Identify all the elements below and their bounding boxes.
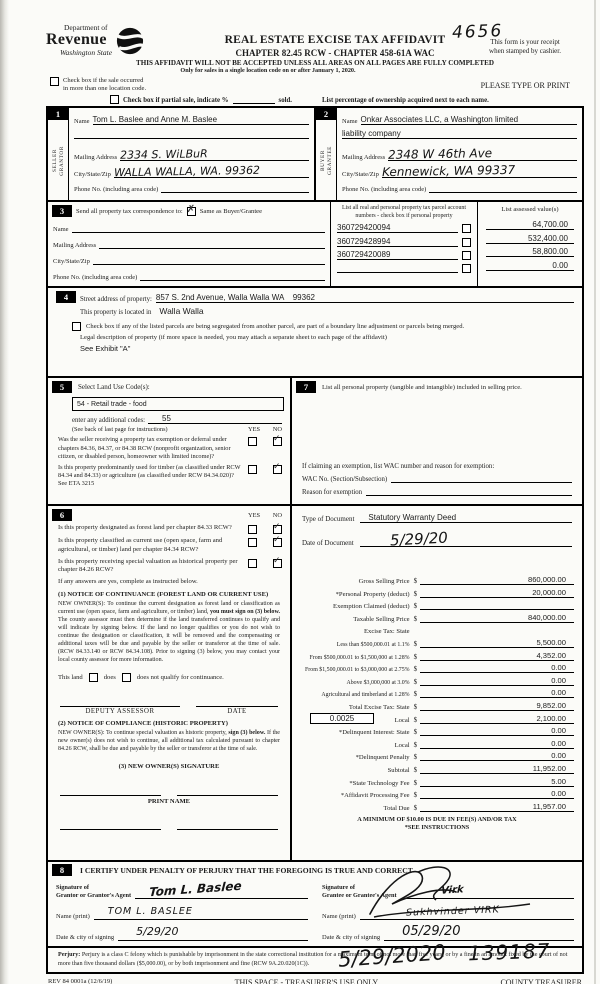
grantor-signature-block <box>56 878 308 941</box>
gross-selling-price-value[interactable]: 860,000.00 <box>420 575 574 585</box>
delinquent-interest-local-label: Local <box>394 741 410 749</box>
washington-state-label: Washington State <box>60 47 113 57</box>
state-technology-fee-value[interactable]: 5.00 <box>420 777 574 787</box>
seller-section <box>48 108 314 200</box>
yes-no-header: YES NO <box>248 511 282 519</box>
reason-exemption-label: Reason for exemption <box>302 489 363 497</box>
assessor-date-line[interactable] <box>196 696 278 707</box>
parcel-row <box>337 223 471 233</box>
land-use-title: Select Land Use Code(s): <box>78 383 150 392</box>
partial-sale-sold-label: sold. <box>278 97 292 105</box>
buyer-phone-label: Phone No. (including area code) <box>342 186 427 194</box>
legal-description-label: Legal description of property (if more space is needed, you may attach a separate sheet to each page of the affidavit) <box>80 334 387 342</box>
buyer-section <box>314 108 582 200</box>
document-info <box>292 506 582 562</box>
exemption-claimed-label: Exemption Claimed (deduct) <box>333 603 410 611</box>
header-row-3 <box>50 77 570 93</box>
historic-yes-checkbox[interactable] <box>248 559 257 568</box>
notice-compliance-title: (2) NOTICE OF COMPLIANCE (HISTORIC PROPERTY) <box>58 720 228 728</box>
historic-no-checkbox[interactable]: ✓ <box>273 555 281 566</box>
parcel-column-header: List all real and personal property tax parcel account numbers - check box if personal property <box>342 205 466 219</box>
form-subtitle: CHAPTER 82.45 RCW - CHAPTER 458-61A WAC <box>235 48 435 58</box>
dollar-sign: $ <box>413 792 417 800</box>
subtotal-value[interactable]: 11,952.00 <box>420 764 574 774</box>
section2-badge: 2 <box>316 108 336 120</box>
form-title: REAL ESTATE EXCISE TAX AFFIDAVIT <box>224 34 446 46</box>
parcel-row <box>337 237 471 247</box>
delinquent-interest-state-value[interactable]: 0.00 <box>420 726 574 736</box>
delinquent-interest-local-value[interactable]: 0.00 <box>420 739 574 749</box>
grantor-name-print-label: Name (print) <box>56 912 90 920</box>
section3-badge: 3 <box>52 205 72 217</box>
dollar-sign: $ <box>413 615 417 623</box>
total-excise-state-value[interactable]: 9,852.00 <box>420 701 574 711</box>
warning-line: THIS AFFIDAVIT WILL NOT BE ACCEPTED UNLESS ALL AREAS ON ALL PAGES ARE FULLY COMPLETED <box>136 59 494 67</box>
buyer-fields <box>337 108 582 200</box>
section4-badge: 4 <box>56 291 76 303</box>
dollar-sign: $ <box>413 741 417 749</box>
corr-phone-label: Phone No. (including area code) <box>53 274 138 282</box>
street-address-field[interactable]: 857 S. 2nd Avenue, Walla Walla WA 99362 <box>156 293 574 303</box>
parcel-row <box>337 264 471 273</box>
delinquent-penalty-label: *Delinquent Penalty <box>355 754 410 762</box>
new-owner-signature-line-2[interactable] <box>177 785 278 796</box>
scan-edge-right <box>594 0 596 984</box>
seller-name-label: Name <box>74 118 90 126</box>
gross-selling-price-label: Gross Selling Price <box>358 578 410 586</box>
middle-two-column-area <box>48 378 582 862</box>
section6-badge: 6 <box>52 509 72 521</box>
revenue-label: Revenue <box>46 30 107 48</box>
historic-property-question: Is this property receiving special valuation as historical property per chapter 84.26 RCW? <box>58 557 238 574</box>
partial-sale-percent-field[interactable] <box>233 103 275 104</box>
personal-property-title: List all personal property (tangible and intangible) included in selling price. <box>322 383 522 391</box>
personal-property-checkbox-2[interactable] <box>462 238 471 247</box>
segregated-label: Check box if any of the listed parcels are being segregated from another parcel, are part of a boundary line adjustment or parcels being merged. <box>86 323 465 331</box>
print-name-line-1[interactable] <box>60 819 161 830</box>
yes-no-header: YES NO <box>248 426 282 434</box>
see-back-instructions-label: (See back of last page for instructions) <box>72 426 168 434</box>
grantee-name-print-field[interactable]: Sukhvinder VIRK <box>360 901 574 920</box>
parcel-numbers-column <box>331 202 478 286</box>
this-land-label: This land <box>58 674 83 682</box>
legal-description-value[interactable]: See Exhibit "A" <box>80 344 131 354</box>
grantee-signature-field[interactable]: Virk <box>401 880 574 899</box>
dollar-sign: $ <box>413 603 417 611</box>
agricultural-timberland-label: Agricultural and timberland at 1.28% <box>321 692 410 699</box>
scan-edge-left <box>0 0 9 984</box>
dor-logo <box>46 24 204 58</box>
q2-yes-checkbox[interactable] <box>248 465 257 474</box>
delinquent-interest-state-label: *Delinquent Interest: State <box>338 729 410 737</box>
additional-codes-label: enter any additional codes: <box>72 417 146 425</box>
correspondence-fields <box>48 202 331 286</box>
multi-location-label: Check box if the sale occurred in more than one location code. <box>63 77 147 93</box>
personal-property-checkbox-1[interactable] <box>462 224 471 233</box>
assessed-values-column <box>478 202 582 286</box>
assessed-value-field[interactable]: 58,800.00 <box>486 247 574 257</box>
personal-property-checkbox-4[interactable] <box>462 264 471 273</box>
located-in-value[interactable]: Walla Walla <box>159 306 204 317</box>
seller-fields <box>69 108 314 200</box>
buyer-name-field[interactable]: Onkar Associates LLC, a Washington limited <box>361 115 577 125</box>
new-owner-signature-line-1[interactable] <box>60 785 161 796</box>
certify-statement: I CERTIFY UNDER PENALTY OF PERJURY THAT THE FOREGOING IS TRUE AND CORRECT <box>80 865 413 875</box>
additional-codes-field[interactable]: 55 <box>148 414 282 424</box>
property-address-section <box>48 288 582 378</box>
same-as-buyer-label: Same as Buyer/Grantee <box>199 207 263 215</box>
parcel-number-field[interactable]: 360729420089 <box>337 250 458 260</box>
total-due-label: Total Due <box>383 804 410 812</box>
receipt-note-line2: when stamped by cashier. <box>489 47 561 56</box>
bracket-2-label: From $500,000.01 to $1,500,000 at 1.28% <box>309 654 410 661</box>
taxable-selling-price-value[interactable]: 840,000.00 <box>420 613 574 623</box>
partial-sale-row <box>110 95 584 104</box>
does-qualify-checkbox[interactable] <box>89 673 98 682</box>
dollar-sign: $ <box>413 704 417 711</box>
partial-sale-label: Check box if partial sale, indicate % <box>123 97 229 105</box>
segregated-checkbox[interactable] <box>72 322 81 331</box>
dollar-sign: $ <box>413 653 417 661</box>
left-column <box>48 378 292 860</box>
land-use-code-field[interactable]: 54 - Retail trade - food <box>72 397 284 411</box>
handwritten-treasurer-number: 139187 <box>467 938 551 966</box>
forest-yes-checkbox[interactable] <box>248 525 257 534</box>
dollar-sign: $ <box>413 691 417 699</box>
current-use-answers <box>248 537 282 554</box>
seller-phone-field[interactable] <box>161 192 309 193</box>
local-rate-box[interactable]: 0.0025 <box>310 713 374 724</box>
buyer-name-label: Name <box>342 118 358 126</box>
assessed-column-header: List assessed value(s) <box>501 206 559 214</box>
buyer-name-field-line2[interactable]: liability company <box>342 125 577 139</box>
grantor-date-city-label: Date & city of signing <box>56 933 115 941</box>
form-footer <box>48 978 582 984</box>
please-type-label: PLEASE TYPE OR PRINT <box>480 81 570 90</box>
section8-badge: 8 <box>52 864 72 876</box>
deputy-assessor-label: DEPUTY ASSESSOR <box>85 708 155 716</box>
dor-swirl-icon <box>114 26 146 56</box>
wac-no-label: WAC No. (Section/Subsection) <box>302 476 388 484</box>
corr-phone-field[interactable] <box>140 280 325 281</box>
total-due-value[interactable]: 11,957.00 <box>420 802 574 812</box>
buyer-phone-field[interactable] <box>429 192 577 193</box>
land-use-section <box>48 378 290 506</box>
grantor-signature-label: Signature of Grantor or Grantor's Agent <box>56 884 132 899</box>
buyer-mailing-field[interactable]: 2348 W 46th Ave <box>388 147 577 161</box>
street-address-label: Street address of property: <box>80 296 152 304</box>
grantor-name-print-field[interactable]: TOM L. BASLEE <box>94 901 308 920</box>
dollar-sign: $ <box>413 666 417 674</box>
if-yes-note: If any answers are yes, complete as instructed below. <box>58 577 198 585</box>
deputy-assessor-signature-line[interactable] <box>60 696 180 707</box>
subtotal-label: Subtotal <box>387 766 410 774</box>
delinquent-penalty-value[interactable]: 0.00 <box>420 751 574 761</box>
buyer-side-column <box>316 108 337 200</box>
current-use-yes-checkbox[interactable] <box>248 538 257 547</box>
perjury-notice: Perjury: Perjury is a class C felony which is punishable by imprisonment in the state correctional institution for a maximum term of not more than five years, or by a fine in an amount fixed by the court of not more than five thousand dollars ($5,000.00), or by both imprisonment and fine (RCW 9A.20.020(1C)). <box>48 946 582 971</box>
date-of-document-label: Date of Document <box>302 539 354 548</box>
same-as-buyer-checkbox[interactable]: ✗ <box>186 203 196 215</box>
parcel-row <box>337 250 471 260</box>
seller-mailing-label: Mailing Address <box>74 154 118 162</box>
bracket-3-label: From $1,500,000.01 to $3,000,000 at 2.75% <box>305 667 410 674</box>
dor-logo-text <box>46 24 112 57</box>
assessed-value-field[interactable]: 532,400.00 <box>486 234 574 244</box>
section5-badge: 5 <box>52 381 72 393</box>
grantee-signature-label: Signature of Grantee or Grantee's Agent <box>322 884 397 899</box>
forest-land-question: Is this property designated as forest land per chapter 84.33 RCW? <box>58 524 232 532</box>
section1-badge: 1 <box>48 108 68 120</box>
affidavit-processing-fee-value[interactable]: 0.00 <box>420 789 574 799</box>
ownership-note: List percentage of ownership acquired next to each name. <box>321 97 489 105</box>
grantor-date-city-field[interactable]: 5/29/20 <box>118 922 308 941</box>
right-column <box>292 378 582 860</box>
current-use-question: Is this property classified as current use (open space, farm and agricultural, or timber) land per chapter 84.34 RCW? <box>58 537 223 554</box>
county-treasurer-label: COUNTY TREASURER <box>500 977 582 984</box>
seller-phone-label: Phone No. (including area code) <box>74 186 159 194</box>
taxable-selling-price-label: Taxable Selling Price <box>353 615 410 623</box>
dollar-sign: $ <box>413 578 417 586</box>
dollar-sign: $ <box>413 779 417 787</box>
seller-city-label: City/State/Zip <box>74 171 111 179</box>
parties-section <box>48 108 582 202</box>
dollar-sign: $ <box>413 678 417 686</box>
bracket-1-value[interactable]: 5,500.00 <box>420 638 574 648</box>
assessor-date-label: DATE <box>227 708 247 716</box>
bracket-4-label: Above $3,000,000 at 3.0% <box>346 679 410 686</box>
agricultural-timberland-value[interactable]: 0.00 <box>420 688 574 698</box>
seller-side-column <box>48 108 69 200</box>
seller-name-field-line2[interactable] <box>74 125 309 139</box>
dollar-sign: $ <box>413 729 417 737</box>
excise-tax-computation <box>292 562 582 860</box>
seller-mailing-field[interactable]: 2334 S. WiLBuR <box>120 148 309 161</box>
handwritten-receipt-number: 4656 <box>451 21 504 43</box>
bracket-2-value[interactable]: 4,352.00 <box>420 651 574 661</box>
historic-property-answers <box>248 555 282 575</box>
state-technology-fee-label: *State Technology Fee <box>349 779 410 787</box>
type-of-document-label: Type of Document <box>302 515 355 524</box>
wac-no-field[interactable] <box>391 473 572 483</box>
q1-yes-checkbox[interactable] <box>248 437 257 446</box>
exemption-deferral-question: Was the seller receiving a property tax exemption or deferral under chapters 84.36, 84.37, or 84.38 RCW (nonprofit organization, senior citizen, or disabled person, homeowner with limited income)? <box>58 436 231 460</box>
seller-city-field[interactable]: WALLA WALLA, WA. 99362 <box>114 165 309 178</box>
multi-location-checkbox[interactable] <box>50 77 59 86</box>
main-form-box <box>46 106 584 973</box>
does-label: does <box>103 674 116 682</box>
dollar-sign: $ <box>413 804 417 812</box>
buyer-city-label: City/State/Zip <box>342 171 379 179</box>
grantee-date-city-label: Date & city of signing <box>322 933 381 941</box>
notice-compliance-body: NEW OWNER(S): To continue special valuation as historic property, sign (3) below. If the new owner(s) does not wish to continue, all additional tax calculated pursuant to chapter 84.26 RCW, shall be due and payable by the seller or transferor at the time of sale. <box>58 730 280 753</box>
bracket-1-label: Less than $500,000.01 at 1.1% <box>336 642 410 649</box>
partial-sale-checkbox[interactable] <box>110 95 119 104</box>
title-block <box>204 34 466 58</box>
minimum-due-note: A MINIMUM OF $10.00 IS DUE IN FEE(S) AND/OR TAX <box>357 815 517 823</box>
notice-continuance-body: NEW OWNER(S): To continue the current designation as forest land or classification as current use (open space, farm and agriculture, or timber) land, you must sign on (3) below. The county assessor must then determine if the land transferred continues to qualify and will indicate by signing below. If the land no longer qualifies or you do not wish to continue the designation or classification, it will be removed and the compensating or additional taxes will be due and payable by the seller or transferor at the time of sale. (RCW 84.33.140 or RCW 84.34.108). Prior to signing (3) below, you may contact your local county assessor for more information. <box>58 601 280 664</box>
dollar-sign: $ <box>413 716 417 724</box>
dept-of-label: Department of <box>64 23 108 32</box>
located-in-label: This property is located in <box>80 309 152 317</box>
handwritten-treasurer-date: 5/29/2020 <box>337 940 447 972</box>
current-use-no-checkbox[interactable]: ✓ <box>273 535 281 546</box>
assessed-value-field[interactable]: 64,700.00 <box>486 220 574 230</box>
see-instructions-note: *SEE INSTRUCTIONS <box>404 823 470 831</box>
forest-no-checkbox[interactable]: ✓ <box>273 522 281 533</box>
receipt-note-line1: This form is your receipt <box>490 38 560 46</box>
rev-number: REV 84 0001a (12/6/19) <box>48 977 113 984</box>
exemption-intro-label: If claiming an exemption, list WAC number and reason for exemption: <box>302 463 495 471</box>
buyer-mailing-label: Mailing Address <box>342 154 386 162</box>
personal-property-deduct-label: *Personal Property (deduct) <box>335 590 410 598</box>
local-tax-label: Local <box>394 716 410 724</box>
corr-name-label: Name <box>53 226 69 234</box>
grantor-signature-field[interactable]: Tom L. Baslee <box>135 880 308 899</box>
notice-continuance-title: (1) NOTICE OF CONTINUANCE (FOREST LAND OR CURRENT USE) <box>58 591 269 599</box>
parcel-number-field[interactable]: 360729420094 <box>337 223 458 233</box>
assessed-value-field[interactable]: 0.00 <box>486 261 574 271</box>
type-of-document-field[interactable]: Statutory Warranty Deed <box>360 513 572 523</box>
date-of-document-field[interactable]: 5/29/20 <box>360 530 572 547</box>
dollar-sign: $ <box>413 766 417 774</box>
bracket-3-value[interactable]: 0.00 <box>420 663 574 673</box>
q2-no-checkbox[interactable]: ✓ <box>273 461 281 472</box>
print-name-label: PRINT NAME <box>147 798 191 806</box>
land-designation-section <box>48 506 290 860</box>
parcel-number-field[interactable] <box>337 272 458 273</box>
multi-location-option <box>50 77 146 93</box>
section7-badge: 7 <box>296 381 316 393</box>
exemption-intro-row <box>302 463 572 470</box>
bracket-4-value[interactable]: 0.00 <box>420 676 574 686</box>
grantee-date-city-field[interactable]: 05/29/20 <box>384 922 574 941</box>
personal-property-deduct-value[interactable]: 20,000.00 <box>420 588 574 598</box>
new-owner-signature-title: (3) NEW OWNER(S) SIGNATURE <box>118 763 220 771</box>
timber-agriculture-question: Is this property predominantly used for timber (as classified under RCW 84.34 and 84.33) or agriculture (as classified under RCW 84.34.020)? See ETA 3215 <box>58 463 241 488</box>
corr-mailing-label: Mailing Address <box>53 242 97 250</box>
does-not-qualify-checkbox[interactable] <box>122 673 131 682</box>
timber-agriculture-answers <box>248 461 282 489</box>
personal-property-checkbox-3[interactable] <box>462 251 471 260</box>
tax-correspondence-section <box>48 202 582 288</box>
total-excise-state-label: Total Excise Tax: State <box>348 704 410 711</box>
print-name-line-2[interactable] <box>177 819 278 830</box>
grantee-name-print-label: Name (print) <box>322 912 356 920</box>
forest-land-answers <box>248 524 282 534</box>
parcel-number-field[interactable]: 360729428994 <box>337 237 458 247</box>
exemption-deferral-answers <box>248 436 282 461</box>
q1-no-checkbox[interactable]: ✓ <box>273 434 281 445</box>
send-correspondence-label: Send all property tax correspondence to: <box>76 207 183 215</box>
buyer-city-field[interactable]: Kennewick, WA 99337 <box>382 164 577 178</box>
single-location-note: Only for sales in a single location code on or after January 1, 2020. <box>180 67 356 74</box>
dollar-sign: $ <box>413 641 417 649</box>
reason-exemption-field[interactable] <box>366 486 572 496</box>
personal-property-section <box>292 378 582 506</box>
buyer-vertical-label: BUYER GRANTEE <box>319 146 333 175</box>
treasurer-space-label: THIS SPACE - TREASURER'S USE ONLY <box>234 977 379 984</box>
dollar-sign: $ <box>413 754 417 762</box>
seller-name-field[interactable]: Tom L. Baslee and Anne M. Baslee <box>93 115 309 125</box>
does-not-label: does not qualify for continuance. <box>136 674 224 682</box>
affidavit-processing-fee-label: *Affidavit Processing Fee <box>340 792 410 800</box>
dollar-sign: $ <box>413 590 417 598</box>
local-tax-value[interactable]: 2,100.00 <box>420 714 574 724</box>
corr-city-label: City/State/Zip <box>53 258 90 266</box>
qualify-row <box>58 673 280 682</box>
excise-tax-state-heading: Excise Tax: State <box>364 628 410 636</box>
grantee-signature-block <box>322 878 574 941</box>
seller-vertical-label: SELLER GRANTOR <box>51 145 65 176</box>
